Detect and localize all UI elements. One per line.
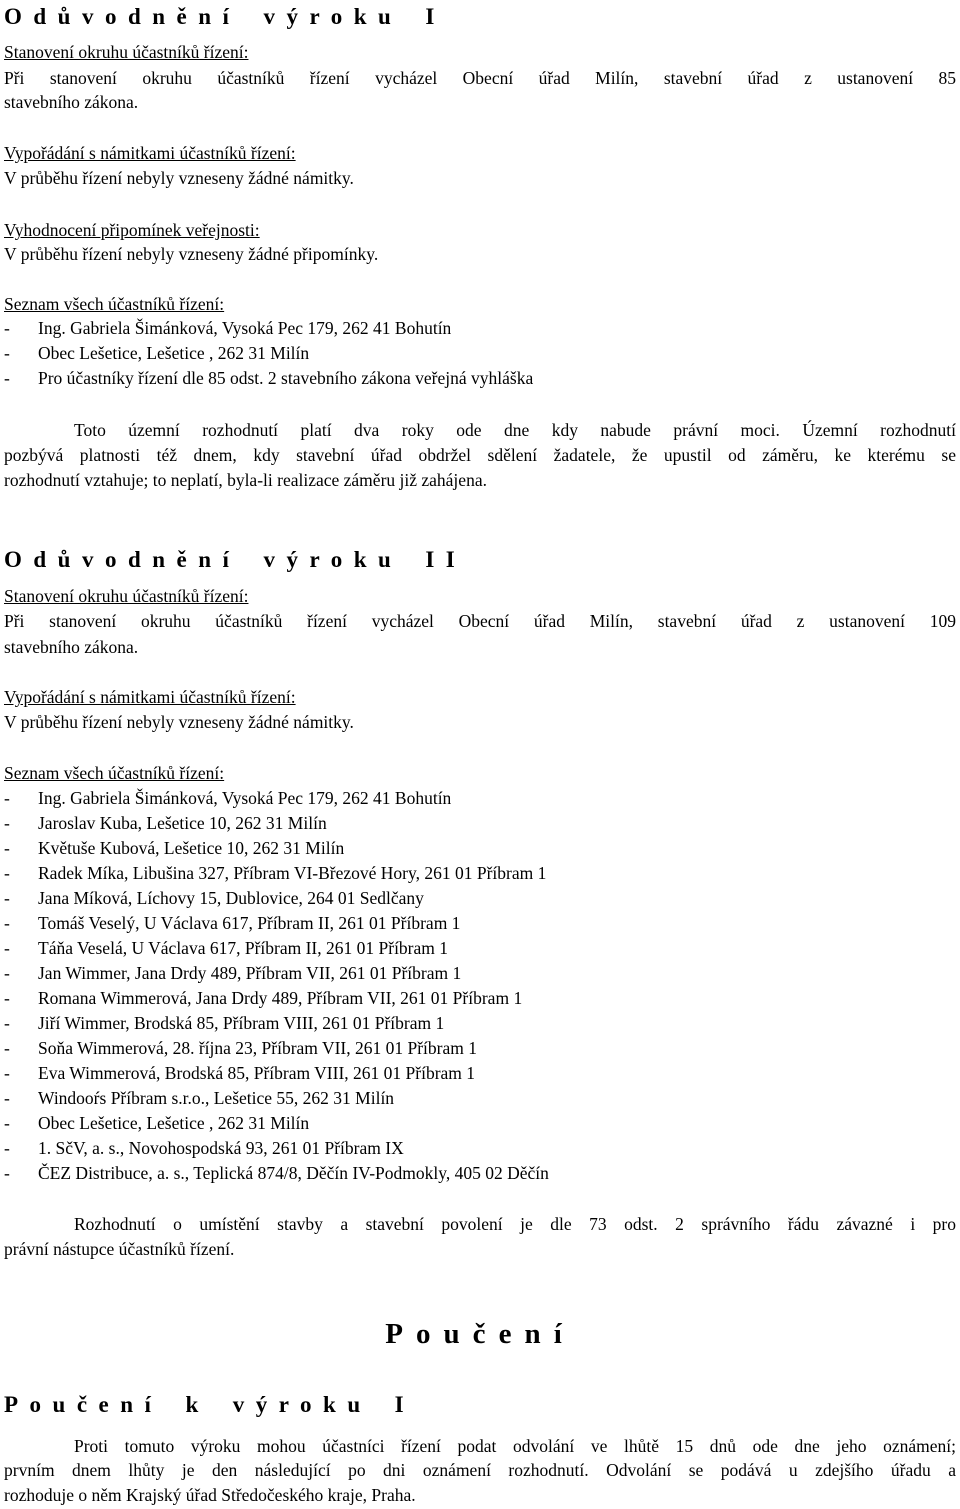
section-2-okruh-text-line: stavebního zákona. xyxy=(4,637,139,657)
title-word: výroku xyxy=(263,4,403,29)
list-item: - Tomáš Veselý, U Václava 617, Příbram II, 261 01 Příbram 1 xyxy=(4,913,461,933)
list-item: - Eva Wimmerová, Brodská 85, Příbram VIII, 261 01 Příbram 1 xyxy=(4,1063,476,1083)
list-item: - Pro účastníky řízení dle 85 odst. 2 stavebního zákona veřejná vyhláška xyxy=(4,368,534,388)
section-1-okruh-text-line: stavebního zákona. xyxy=(4,92,139,112)
list-item: - Jana Míková, Líchovy 15, Dublovice, 264 01 Sedlčany xyxy=(4,888,424,908)
list-item: - Soňa Wimmerová, 28. října 23, Příbram VII, 261 01 Příbram 1 xyxy=(4,1038,478,1058)
list-item: - Jaroslav Kuba, Lešetice 10, 262 31 Milín xyxy=(4,813,327,833)
validity-text-line: pozbývá platnosti též dnem, kdy stavební úřad obdržel sdělení žadatele, že upustil od záměru, ke kterému se xyxy=(4,445,956,465)
list-item: - Jiří Wimmer, Brodská 85, Příbram VIII, 261 01 Příbram 1 xyxy=(4,1013,445,1033)
section-2-okruh-heading: Stanovení okruhu účastníků řízení: xyxy=(4,586,249,606)
list-item: - Romana Wimmerová, Jana Drdy 489, Příbram VII, 261 01 Příbram 1 xyxy=(4,988,523,1008)
title-word: I xyxy=(394,1392,416,1417)
list-item: - ČEZ Distribuce, a. s., Teplická 874/8, Děčín IV-Podmokly, 405 02 Děčín xyxy=(4,1163,549,1183)
list-item: - Ing. Gabriela Šimánková, Vysoká Pec 179, 262 41 Bohutín xyxy=(4,788,452,808)
title-word: Odůvodnění xyxy=(4,4,241,29)
section-2-okruh-text-line: Při stanovení okruhu účastníků řízení vycházel Obecní úřad Milín, stavební úřad z ustanovení 109 xyxy=(4,611,956,631)
section-2-seznam-heading: Seznam všech účastníků řízení: xyxy=(4,763,225,783)
section-1-seznam-heading: Seznam všech účastníků řízení: xyxy=(4,294,225,314)
section-1-namitky-text: V průběhu řízení nebyly vzneseny žádné námitky. xyxy=(4,168,354,188)
section-2-namitky-text: V průběhu řízení nebyly vzneseny žádné námitky. xyxy=(4,712,354,732)
title-word: výroku xyxy=(263,547,403,572)
section-1-pripominky-heading: Vyhodnocení připomínek veřejnosti: xyxy=(4,220,260,240)
validity-text-line: rozhodnutí vztahuje; to neplatí, byla-li realizace záměru již zahájena. xyxy=(4,470,487,490)
section-2-participant-list xyxy=(4,786,956,1186)
list-item: - Radek Míka, Libušina 327, Příbram VI-Březové Hory, 261 01 Příbram 1 xyxy=(4,863,547,883)
pouceni-subtitle xyxy=(4,1390,956,1420)
title-word: k xyxy=(185,1392,210,1417)
list-item: - Windooŕs Příbram s.r.o., Lešetice 55, 262 31 Milín xyxy=(4,1088,395,1108)
section-1-title xyxy=(4,2,956,32)
pouceni-text-line: rozhoduje o něm Krajský úřad Středočeského kraje, Praha. xyxy=(4,1485,416,1505)
list-item: - Obec Lešetice, Lešetice , 262 31 Milín xyxy=(4,343,310,363)
validity-text-line: Toto územní rozhodnutí platí dva roky ode dne kdy nabude právní moci. Územní rozhodnutí xyxy=(74,420,956,440)
section-1-pripominky-text: V průběhu řízení nebyly vzneseny žádné připomínky. xyxy=(4,244,379,264)
section-1-namitky-heading: Vypořádání s námitkami účastníků řízení: xyxy=(4,143,296,163)
title-word: II xyxy=(425,547,467,572)
pouceni-text-line: prvním dnem lhůty je den následující po dni oznámení rozhodnutí. Odvolání se podává u zdejšího úřadu a xyxy=(4,1460,956,1480)
closing-text-line: právní nástupce účastníků řízení. xyxy=(4,1239,235,1259)
title-word: Poučení xyxy=(4,1392,163,1417)
section-2-namitky-heading: Vypořádání s námitkami účastníků řízení: xyxy=(4,687,296,707)
list-item: - Květuše Kubová, Lešetice 10, 262 31 Milín xyxy=(4,838,345,858)
pouceni-text-line: Proti tomuto výroku mohou účastníci řízení podat odvolání ve lhůtě 15 dnů ode dne jeho oznámení; xyxy=(74,1436,956,1456)
list-item: - 1. SčV, a. s., Novohospodská 93, 261 01 Příbram IX xyxy=(4,1138,404,1158)
list-item: - Táňa Veselá, U Václava 617, Příbram II, 261 01 Příbram 1 xyxy=(4,938,449,958)
title-word: Odůvodnění xyxy=(4,547,241,572)
closing-text-line: Rozhodnutí o umístění stavby a stavební povolení je dle 73 odst. 2 správního řádu závazné i pro xyxy=(74,1214,956,1234)
title-word: I xyxy=(425,4,446,29)
section-1-okruh-text-line: Při stanovení okruhu účastníků řízení vycházel Obecní úřad Milín, stavební úřad z ustanovení 85 xyxy=(4,68,956,88)
section-2-title xyxy=(4,545,956,575)
list-item: - Obec Lešetice, Lešetice , 262 31 Milín xyxy=(4,1113,310,1133)
section-1-okruh-heading: Stanovení okruhu účastníků řízení: xyxy=(4,42,249,62)
section-1-participant-list xyxy=(4,316,956,391)
pouceni-title: Poučení xyxy=(385,1318,575,1350)
list-item: - Ing. Gabriela Šimánková, Vysoká Pec 179, 262 41 Bohutín xyxy=(4,318,452,338)
list-item: - Jan Wimmer, Jana Drdy 489, Příbram VII, 261 01 Příbram 1 xyxy=(4,963,462,983)
title-word: výroku xyxy=(232,1392,372,1417)
